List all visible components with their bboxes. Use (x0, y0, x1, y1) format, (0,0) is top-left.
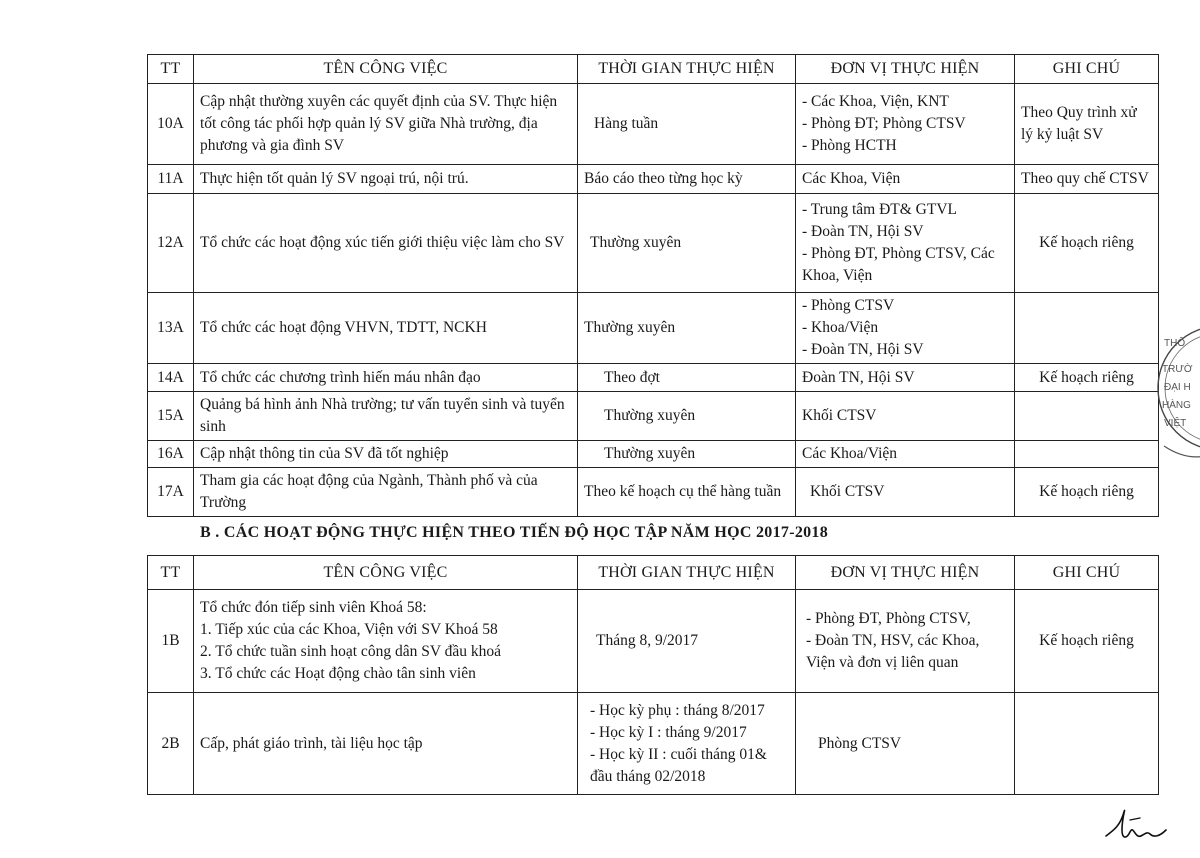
header-tt: TT (148, 556, 194, 590)
row-time: Tháng 8, 9/2017 (578, 590, 796, 693)
row-units (796, 165, 1015, 194)
row-units (796, 293, 1015, 364)
row-note: Kế hoạch riêng (1015, 468, 1159, 517)
row-units: Phòng CTSV (796, 693, 1015, 795)
unit-line: - Trung tâm ĐT& GTVL (802, 201, 957, 218)
table-a (147, 54, 1159, 517)
row-note (1015, 441, 1159, 468)
time-line: - Học kỳ phụ : tháng 8/2017 (590, 701, 765, 719)
header-task: TÊN CÔNG VIỆC (194, 556, 578, 590)
row-tt: 13A (148, 293, 194, 364)
row-tt: 2B (148, 693, 194, 795)
stamp-text-2: TRƯỜ (1162, 364, 1193, 375)
official-stamp-fragment (1150, 318, 1200, 468)
unit-line: - Đoàn TN, Hội SV (802, 341, 924, 358)
row-tt: 10A (148, 84, 194, 165)
header-time: THỜI GIAN THỰC HIỆN (578, 55, 796, 84)
row-note (1015, 293, 1159, 364)
unit-line: - Khoa/Viện (802, 319, 879, 336)
row-time: Thường xuyên (578, 194, 796, 293)
header-unit: ĐƠN VỊ THỰC HIỆN (796, 556, 1015, 590)
row-task: Tổ chức các chương trình hiến máu nhân đạo (194, 364, 578, 392)
unit-line: Các Khoa, Viện (802, 170, 901, 187)
unit-line: - Phòng ĐT; Phòng CTSV (802, 115, 966, 132)
section-b-title: B . CÁC HOẠT ĐỘNG THỰC HIỆN THEO TIẾN ĐỘ HỌC TẬP NĂM HỌC 2017-2018 (200, 524, 829, 541)
signature-icon (1100, 800, 1180, 855)
table-row (148, 693, 1159, 795)
task-line: 1. Tiếp xúc của các Khoa, Viện với SV Khoá 58 (200, 621, 498, 638)
row-note: Theo Quy trình xử lý kỷ luật SV (1015, 84, 1159, 165)
row-tt: 16A (148, 441, 194, 468)
unit-line: - Các Khoa, Viện, KNT (802, 93, 949, 110)
header-unit: ĐƠN VỊ THỰC HIỆN (796, 55, 1015, 84)
header-tt: TT (148, 55, 194, 84)
row-tt: 1B (148, 590, 194, 693)
row-task: Cập nhật thông tin của SV đã tốt nghiệp (194, 441, 578, 468)
task-line: Tổ chức đón tiếp sinh viên Khoá 58: (200, 599, 427, 616)
row-note: Theo quy chế CTSV (1015, 165, 1159, 194)
row-note: Kế hoạch riêng (1015, 590, 1159, 693)
row-task: Thực hiện tốt quản lý SV ngoại trú, nội trú. (194, 165, 578, 194)
row-tt: 14A (148, 364, 194, 392)
task-line: 2. Tổ chức tuần sinh hoạt công dân SV đầu khoá (200, 643, 501, 660)
stamp-icon (1150, 318, 1200, 468)
row-task: Tham gia các hoạt động của Ngành, Thành phố và của Trường (194, 468, 578, 517)
stamp-text-1: THÔ (1164, 338, 1186, 349)
row-note (1015, 392, 1159, 441)
row-task: Cấp, phát giáo trình, tài liệu học tập (194, 693, 578, 795)
table-b-header-row (148, 556, 1159, 590)
table-row (148, 293, 1159, 364)
row-units: Các Khoa/Viện (796, 441, 1015, 468)
table-row (148, 392, 1159, 441)
row-task: Cập nhật thường xuyên các quyết định của SV. Thực hiện tốt công tác phối hợp quản lý SV giữa Nhà trường, địa phương và gia đình SV (194, 84, 578, 165)
header-note: GHI CHÚ (1015, 55, 1159, 84)
time-line: - Học kỳ II : cuối tháng 01& đầu tháng 02/2018 (590, 745, 767, 785)
table-b (147, 555, 1159, 795)
task-line: 3. Tổ chức các Hoạt động chào tân sinh viên (200, 665, 476, 682)
row-units (796, 84, 1015, 165)
row-units (796, 194, 1015, 293)
row-time: Thường xuyên (578, 392, 796, 441)
row-note: Kế hoạch riêng (1015, 364, 1159, 392)
row-time (578, 693, 796, 795)
table-row (148, 165, 1159, 194)
table-row (148, 84, 1159, 165)
row-units (796, 590, 1015, 693)
row-units: Đoàn TN, Hội SV (796, 364, 1015, 392)
table-row (148, 441, 1159, 468)
unit-line: - Đoàn TN, Hội SV (802, 223, 924, 240)
unit-line: - Phòng CTSV (802, 297, 895, 314)
row-units: Khối CTSV (796, 392, 1015, 441)
row-time: Thường xuyên (578, 441, 796, 468)
row-note (1015, 693, 1159, 795)
row-task (194, 590, 578, 693)
stamp-text-4: HÀNG (1162, 400, 1191, 411)
header-note: GHI CHÚ (1015, 556, 1159, 590)
table-row (148, 468, 1159, 517)
row-time: Theo đợt (578, 364, 796, 392)
unit-line: - Phòng HCTH (802, 137, 897, 154)
row-time: Theo kế hoạch cụ thể hàng tuần (578, 468, 796, 517)
table-row (148, 194, 1159, 293)
row-task: Quảng bá hình ảnh Nhà trường; tư vấn tuyển sinh và tuyển sinh (194, 392, 578, 441)
stamp-text-3: ĐẠI H (1164, 382, 1191, 393)
row-time: Hàng tuần (578, 84, 796, 165)
table-row (148, 364, 1159, 392)
row-task: Tổ chức các hoạt động xúc tiến giới thiệu việc làm cho SV (194, 194, 578, 293)
row-tt: 11A (148, 165, 194, 194)
table-a-header-row (148, 55, 1159, 84)
unit-line: - Phòng ĐT, Phòng CTSV, (806, 610, 971, 627)
row-tt: 12A (148, 194, 194, 293)
time-line: - Học kỳ I : tháng 9/2017 (590, 723, 747, 741)
row-note: Kế hoạch riêng (1015, 194, 1159, 293)
row-tt: 15A (148, 392, 194, 441)
row-units: Khối CTSV (796, 468, 1015, 517)
row-time: Thường xuyên (578, 293, 796, 364)
header-time: THỜI GIAN THỰC HIỆN (578, 556, 796, 590)
header-task: TÊN CÔNG VIỆC (194, 55, 578, 84)
row-tt: 17A (148, 468, 194, 517)
unit-line: - Đoàn TN, HSV, các Khoa, Viện và đơn vị liên quan (806, 632, 980, 671)
stamp-text-5: VIỆT (1164, 418, 1187, 429)
row-time: Báo cáo theo từng học kỳ (578, 165, 796, 194)
unit-line: - Phòng ĐT, Phòng CTSV, Các Khoa, Viện (802, 245, 995, 284)
row-task: Tổ chức các hoạt động VHVN, TDTT, NCKH (194, 293, 578, 364)
table-row (148, 590, 1159, 693)
